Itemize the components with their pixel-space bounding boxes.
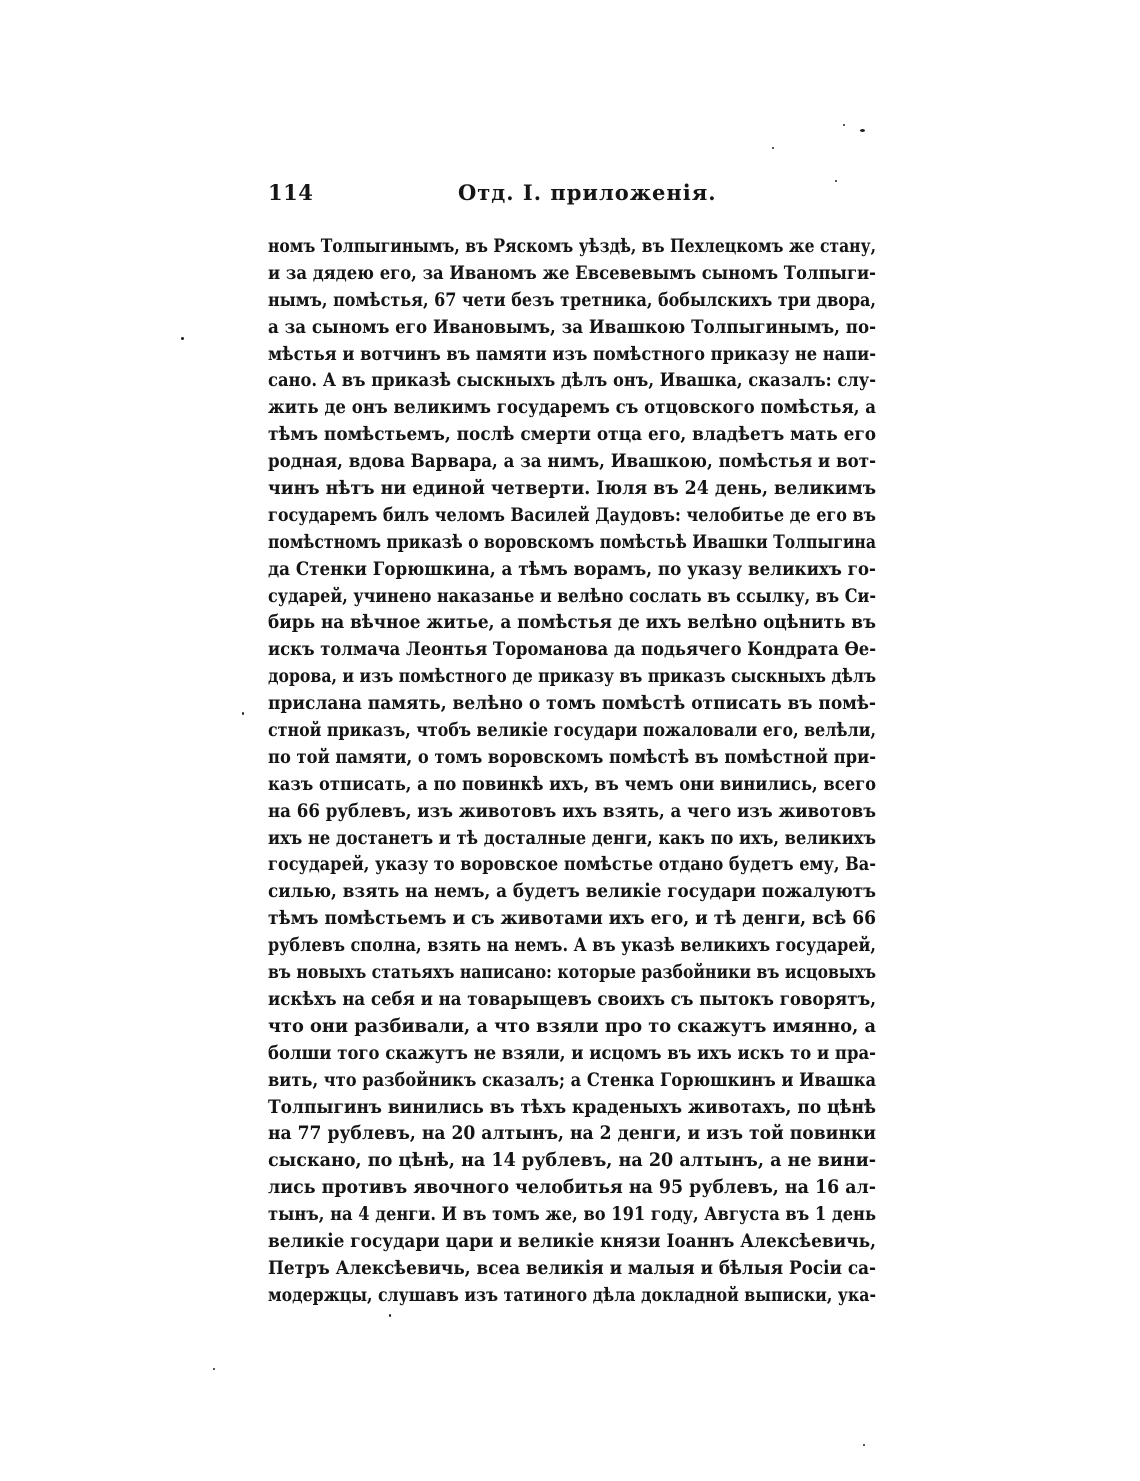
text-line: сударей, учинено наказанье и велѣно сослать въ ссылку, въ Си- bbox=[268, 584, 876, 607]
text-line: стной приказъ, чтобъ великіе государи пожаловали его, велѣли, bbox=[268, 719, 876, 742]
text-line: тѣмъ помѣстьемъ, послѣ смерти отца его, владѣетъ мать его bbox=[268, 423, 876, 446]
text-line: помѣстномъ приказѣ о воровскомъ помѣстьѣ Ивашки Толпыгина bbox=[268, 530, 876, 553]
scan-speck bbox=[863, 1444, 865, 1446]
scan-speck bbox=[860, 129, 865, 132]
text-line: да Стенки Горюшкина, а тѣмъ ворамъ, по указу великихъ го- bbox=[268, 557, 876, 580]
text-line: Толпыгинъ винились въ тѣхъ краденыхъ животахъ, по цѣнѣ bbox=[268, 1095, 876, 1118]
text-line: что они разбивали, а что взяли про то скажутъ имянно, а bbox=[268, 1014, 876, 1037]
text-line: дорова, и изъ помѣстного де приказу въ приказъ сыскныхъ дѣлъ bbox=[268, 665, 876, 688]
scan-speck bbox=[213, 1368, 215, 1370]
scan-speck bbox=[772, 147, 774, 149]
text-line: тынъ, на 4 денги. И въ томъ же, во 191 году, Августа въ 1 день bbox=[268, 1203, 876, 1226]
text-line: лись противъ явочного челобитья на 95 рублевъ, на 16 ал- bbox=[268, 1176, 876, 1199]
scan-speck bbox=[242, 712, 244, 715]
text-line: на 66 рублевъ, изъ животовъ ихъ взять, а чего изъ животовъ bbox=[268, 799, 876, 822]
text-line: чинъ нѣтъ ни единой четверти. Іюля въ 24 день, великимъ bbox=[268, 477, 876, 500]
text-line: на 77 рублевъ, на 20 алтынъ, на 2 денги, и изъ той повинки bbox=[268, 1122, 876, 1145]
text-line: и за дядею его, за Иваномъ же Евсевевымъ сыномъ Толпыги- bbox=[268, 261, 876, 284]
text-line: прислана память, велѣно о томъ помѣстѣ отписать въ помѣ- bbox=[268, 692, 876, 715]
page-header bbox=[268, 180, 876, 216]
running-head: Отд. I. приложенія. bbox=[458, 180, 717, 205]
text-line: тѣмъ помѣстьемъ и съ животами ихъ его, и тѣ денги, всѣ 66 bbox=[268, 907, 876, 930]
text-line: государей, указу то воровское помѣстье отдано будетъ ему, Ва- bbox=[268, 853, 876, 876]
text-line: сыскано, по цѣнѣ, на 14 рублевъ, на 20 алтынъ, а не вини- bbox=[268, 1149, 876, 1172]
scan-speck bbox=[389, 1314, 391, 1317]
text-line: рублевъ сполна, взять на немъ. А въ указѣ великихъ государей, bbox=[268, 934, 876, 957]
text-line: вить, что разбойникъ сказалъ; а Стенка Горюшкинъ и Ивашка bbox=[268, 1068, 876, 1091]
text-line: сано. А въ приказѣ сыскныхъ дѣлъ онъ, Ивашка, сказалъ: слу- bbox=[268, 369, 876, 392]
text-line: жить де онъ великимъ государемъ съ отцовского помѣстья, а bbox=[268, 396, 876, 419]
text-line: а за сыномъ его Ивановымъ, за Ивашкою Толпыгинымъ, по- bbox=[268, 315, 876, 338]
scan-speck bbox=[835, 180, 837, 182]
text-line: ихъ не достанетъ и тѣ досталные денги, какъ по ихъ, великихъ bbox=[268, 826, 876, 849]
text-line: бирь на вѣчное житье, а помѣстья де ихъ велѣно оцѣнить въ bbox=[268, 611, 876, 634]
text-line: номъ Толпыгинымъ, въ Ряскомъ уѣздѣ, въ Пехлецкомъ же стану, bbox=[268, 235, 876, 257]
text-line: великіе государи цари и великіе князи Іоаннъ Алексѣевичь, bbox=[268, 1229, 876, 1252]
text-line: по той памяти, о томъ воровскомъ помѣстѣ въ помѣстной при- bbox=[268, 745, 876, 768]
text-line: казъ отписать, а по повинкѣ ихъ, въ чемъ они винились, всего bbox=[268, 772, 876, 795]
scan-speck bbox=[843, 124, 845, 126]
text-line: болши того скажутъ не взяли, и исцомъ въ ихъ искъ то и пра- bbox=[268, 1041, 876, 1064]
text-line: мѣстья и вотчинъ въ памяти изъ помѣстного приказу не напи- bbox=[268, 342, 876, 365]
text-line: искъ толмача Леонтья Торомaнова да подьячего Кондрата Ѳе- bbox=[268, 638, 876, 661]
text-line: силью, взять на немъ, а будетъ великіе государи пожалуютъ bbox=[268, 880, 876, 903]
text-line: государемъ билъ челомъ Василей Даудовъ: челобитье де его въ bbox=[268, 503, 876, 526]
text-line: искѣхъ на себя и на товарыщевъ своихъ съ пытокъ говорятъ, bbox=[268, 987, 876, 1010]
scan-speck bbox=[181, 337, 184, 340]
body-text bbox=[268, 233, 876, 1309]
text-line: нымъ, помѣстья, 67 чети безъ третника, бобылскихъ три двора, bbox=[268, 288, 876, 311]
page-number: 114 bbox=[268, 180, 314, 205]
text-line: Петръ Алексѣевичь, всеа великія и малыя и бѣлыя Росіи са- bbox=[268, 1256, 876, 1279]
text-line: модержцы, слушавъ изъ татиного дѣла докладной выписки, ука- bbox=[268, 1283, 876, 1306]
text-line: родная, вдова Варвара, а за нимъ, Ивашкою, помѣстья и вот- bbox=[268, 450, 876, 473]
text-line: въ новыхъ статьяхъ написано: которые разбойники въ исцовыхъ bbox=[268, 961, 876, 984]
